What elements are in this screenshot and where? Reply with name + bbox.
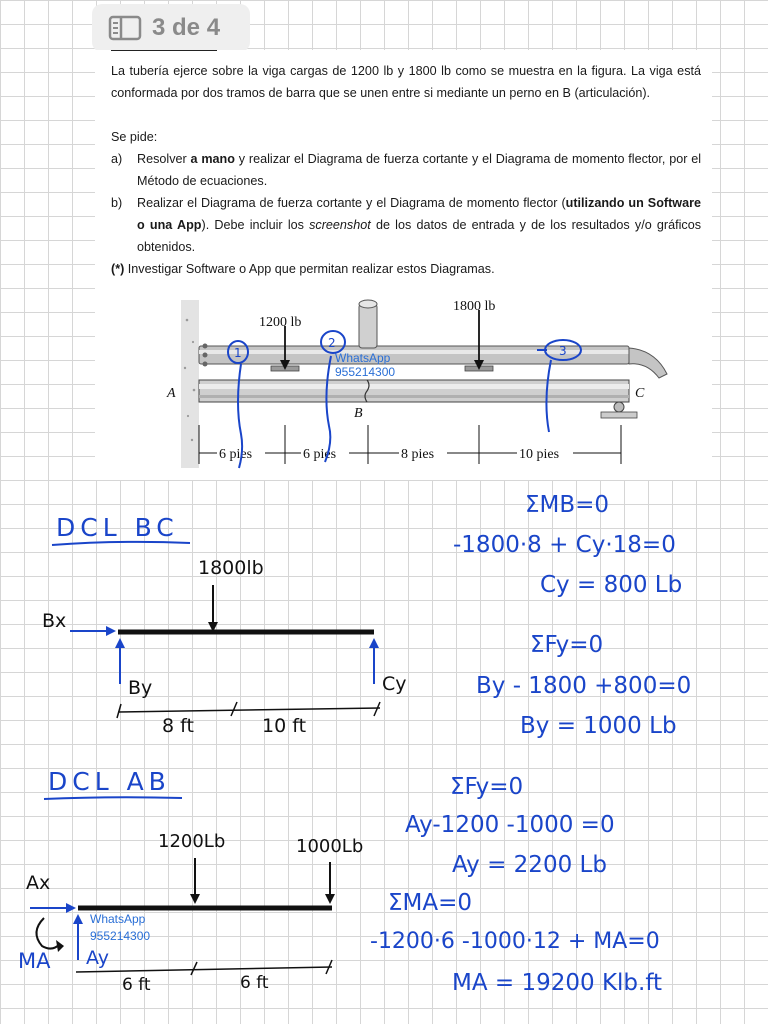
- page-indicator-label: 3 de 4: [152, 14, 221, 41]
- dcl-bc-cy-arrow: [369, 638, 379, 648]
- list-marker: a): [111, 152, 123, 166]
- item-b-bold: utilizando un Software o una App: [137, 196, 701, 232]
- item-b-italic: screenshot: [309, 218, 371, 232]
- eq-ab-sum-ma: ΣMA=0: [388, 890, 473, 916]
- watermark-app-2: WhatsApp: [90, 912, 146, 926]
- watermark-number-2: 955214300: [90, 929, 151, 943]
- dcl-bc-underline: [52, 542, 190, 545]
- dcl-bc-bx-label: Bx: [42, 610, 67, 632]
- dcl-ab-ax-arrow: [66, 903, 76, 913]
- section-mark-1: 1: [234, 346, 242, 360]
- dcl-ab-underline: [44, 797, 182, 799]
- dcl-bc-dim-line: [118, 708, 380, 712]
- se-pide-label: Se pide:: [111, 130, 158, 144]
- dcl-ab-load-1-label: 1200Lb: [158, 831, 226, 852]
- eq-bc-sum-mb: ΣMB=0: [525, 492, 610, 518]
- eq-ab-ma: MA = 19200 Klb.ft: [452, 970, 663, 996]
- dcl-bc-by-label: By: [128, 677, 153, 699]
- label-b: B: [354, 406, 363, 421]
- dim-label-4: 10 pies: [519, 447, 560, 462]
- item-a-text: Resolver: [137, 152, 187, 166]
- dcl-ab-load-2-arrow: [325, 894, 335, 904]
- dcl-ab-load-1-arrow: [190, 894, 200, 904]
- dcl-bc-bx-arrow: [106, 626, 116, 636]
- eq-bc-cy: Cy = 800 Lb: [540, 572, 683, 598]
- dcl-bc-by-arrow: [115, 638, 125, 648]
- eq-ab-moment: -1200·6 -1000·12 + MA=0: [370, 929, 660, 954]
- dcl-bc-cy-label: Cy: [382, 673, 407, 695]
- dcl-ab-load-2-label: 1000Lb: [296, 836, 364, 857]
- dcl-bc-load-label: 1800lb: [198, 557, 264, 579]
- dcl-bc-span-1: 8 ft: [162, 715, 194, 737]
- dcl-ab-ax-label: Ax: [26, 872, 51, 894]
- dcl-ab-ma-label: MA: [18, 949, 51, 973]
- dcl-bc-title: DCL BC: [56, 513, 179, 542]
- section-mark-2: 2: [328, 336, 336, 350]
- item-a-text-2: y realizar el Diagrama de fuerza cortante y el Diagrama de momento flector, por el Método de ecuaciones.: [137, 152, 702, 188]
- load-label-1: 1200 lb: [259, 315, 302, 330]
- note-text: Investigar Software o App que permitan realizar estos Diagramas.: [127, 262, 495, 276]
- item-b-text-2: ). Debe incluir los: [201, 218, 304, 232]
- dcl-bc-span-2: 10 ft: [262, 715, 307, 737]
- eq-bc-sum-fy: ΣFy=0: [530, 632, 604, 658]
- eq-ab-sum-fy: ΣFy=0: [450, 774, 524, 800]
- label-c: C: [635, 386, 645, 401]
- eq-ab-forces: Ay-1200 -1000 =0: [405, 812, 615, 838]
- dcl-ab-ay-arrow: [73, 914, 83, 924]
- label-a: A: [167, 386, 176, 401]
- dcl-ab-dim-line: [76, 967, 332, 972]
- eq-ab-ay: Ay = 2200 Lb: [452, 852, 607, 878]
- watermark-app: WhatsApp: [335, 351, 391, 365]
- watermark-number: 955214300: [335, 365, 396, 379]
- eq-bc-forces: By - 1800 +800=0: [476, 673, 692, 699]
- eq-bc-by: By = 1000 Lb: [520, 713, 677, 739]
- load-label-2: 1800 lb: [453, 299, 496, 314]
- dim-label-1: 6 pies: [219, 447, 253, 462]
- section-mark-3: 3: [559, 344, 567, 358]
- note-marker: (*): [111, 262, 125, 276]
- item-a-bold: a mano: [190, 152, 235, 166]
- dim-label-3: 8 pies: [401, 447, 435, 462]
- list-marker: b): [111, 196, 123, 210]
- dcl-ab-title: DCL AB: [48, 767, 171, 796]
- dcl-ab-span-1: 6 ft: [122, 975, 151, 995]
- problem-intro: La tubería ejerce sobre la viga cargas de 1200 lb y 1800 lb como se muestra en la figura. La viga está conformada por dos tramos de barra que se unen entre si mediante un perno en B (articulación).: [111, 64, 701, 100]
- dcl-ab-ay-label: Ay: [86, 947, 109, 969]
- dcl-ab-span-2: 6 ft: [240, 973, 269, 993]
- dim-label-2: 6 pies: [303, 447, 337, 462]
- item-b-text-3: de los datos de entrada y de los resultados y/o gráficos obtenidos.: [137, 218, 702, 254]
- eq-bc-moment: -1800·8 + Cy·18=0: [453, 532, 676, 558]
- dcl-ab-moment-arrow: [36, 918, 60, 949]
- item-b-text: Realizar el Diagrama de fuerza cortante y el Diagrama de momento flector (: [137, 196, 566, 210]
